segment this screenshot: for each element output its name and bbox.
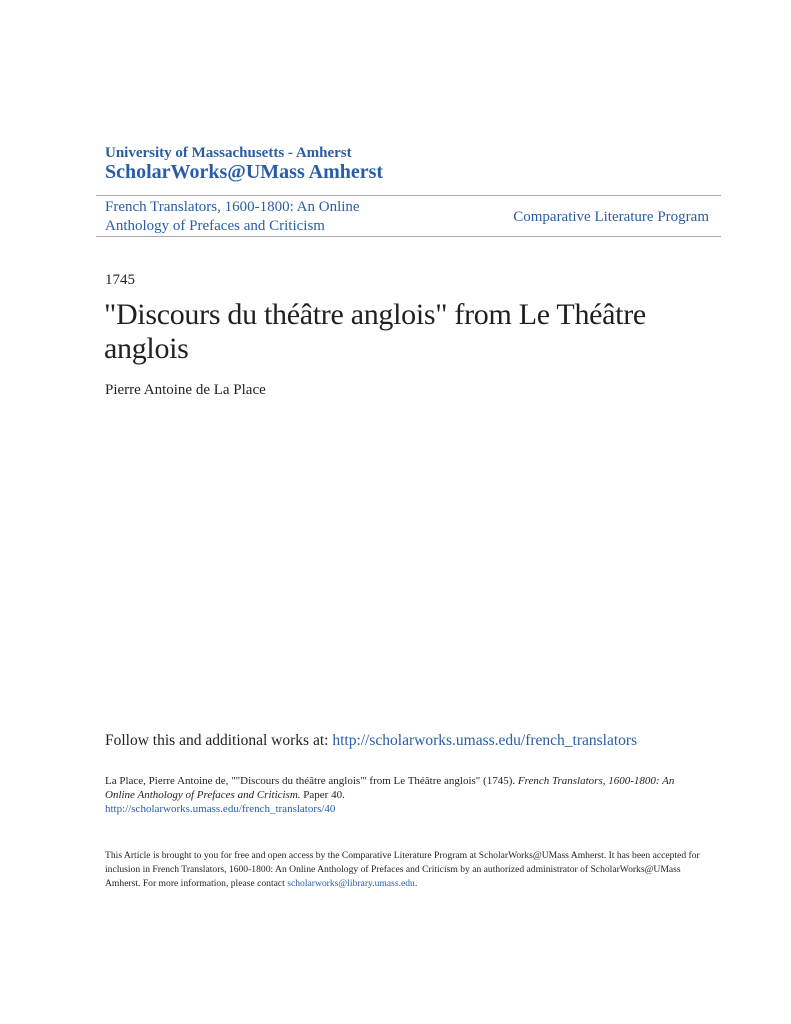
notice-text: This Article is brought to you for free and open access by the Comparative Literature Program at ScholarWorks@UMass Amherst. It has been accepted for inclusion in French Translators, 1600-1800: An Online Anthology of Prefaces and Criticism by an authorized administrator of ScholarWorks@UMass Amherst. For more information, please contact [105,850,700,889]
publication-year: 1745 [105,272,135,288]
citation-journal: French Translators, 1600-1800: An Online Anthology of Prefaces and Criticism. [105,775,675,801]
contact-email-link[interactable]: scholarworks@library.umass.edu [287,878,415,889]
citation-url-link[interactable]: http://scholarworks.umass.edu/french_translators/40 [105,803,336,815]
collection-url-link[interactable]: http://scholarworks.umass.edu/french_translators [332,732,638,749]
header-divider-top [96,195,721,196]
collection-link[interactable]: French Translators, 1600-1800: An Online Anthology of Prefaces and Criticism [105,199,360,234]
citation-lead: La Place, Pierre Antoine de, ""Discours du théâtre anglois"' from Le Théâtre anglois" (1745). [105,775,516,787]
citation-paper: Paper 40. [303,789,345,801]
program-link[interactable]: Comparative Literature Program [513,209,709,225]
article-author: Pierre Antoine de La Place [105,382,266,398]
access-notice [105,849,705,891]
header-divider-bottom [96,236,721,237]
follow-line [105,731,637,750]
article-title: "Discours du théâtre anglois" from Le Théâtre anglois [104,298,646,365]
recommended-citation [105,774,705,816]
notice-end: . [414,878,418,889]
institution-name: University of Massachusetts - Amherst [105,145,352,161]
follow-label: Follow this and additional works at: [105,732,329,749]
repository-name: ScholarWorks@UMass Amherst [105,161,384,183]
